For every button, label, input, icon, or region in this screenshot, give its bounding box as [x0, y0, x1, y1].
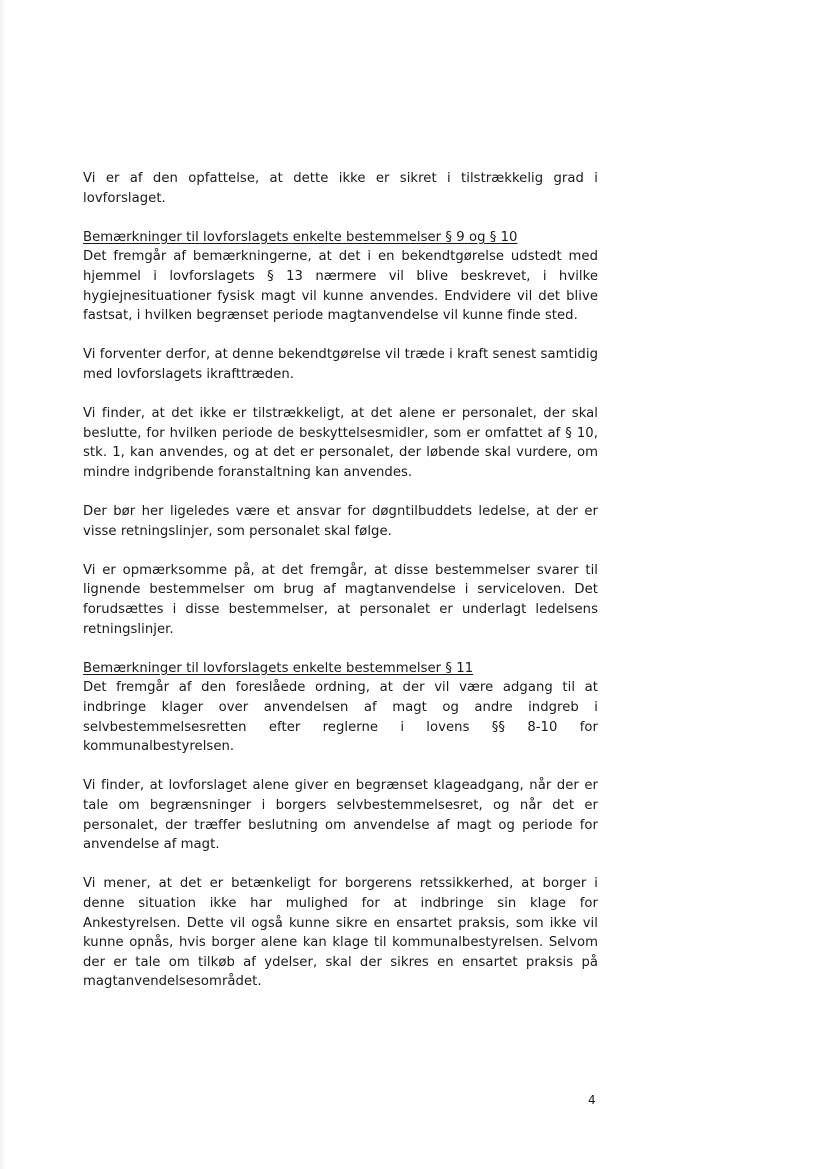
paragraph-spacer	[83, 326, 598, 346]
document-body	[83, 169, 598, 992]
paragraph-retssikkerhed: Vi mener, at det er betænkeligt for borgerens retssikkerhed, at borger i denne situation ikke har mulighed for at indbringe sin klage for Ankestyrelsen. Dette vil også kunne sikre en ensartet praksis, som ikke vil kunne opnås, hvis borger alene kan klage til kommunalbestyrelsen. Selvom der er tale om tilkøb af ydelser, skal der sikres en ensartet praksis på magtanvendelsesområdet.	[83, 876, 598, 990]
paragraph-spacer	[83, 541, 598, 561]
paragraph-spacer	[83, 639, 598, 659]
paragraph-serviceloven: Vi er opmærksomme på, at det fremgår, at disse bestemmelser svarer til lignende bestemmelser om brug af magtanvendelse i serviceloven. Det forudsættes i disse bestemmelser, at personalet er underlagt ledelsens retningslinjer.	[83, 562, 598, 637]
page-number: 4	[588, 1093, 596, 1107]
paragraph-opfattelse: Vi er af den opfattelse, at dette ikke er sikret i tilstrækkelig grad i lovforslaget.	[83, 171, 598, 206]
paragraph-spacer	[83, 483, 598, 503]
paragraph-begraenset-klage: Vi finder, at lovforslaget alene giver en begrænset klageadgang, når der er tale om begrænsninger i borgers selvbestemmelsesret, og når det er personalet, der træffer beslutning om anvendelse af magt og periode for anvendelse af magt.	[83, 778, 598, 853]
section-heading-11: Bemærkninger til lovforslagets enkelte bestemmelser § 11	[83, 660, 474, 676]
paragraph-spacer	[83, 208, 598, 228]
paragraph-spacer	[83, 855, 598, 875]
paragraph-spacer	[83, 757, 598, 777]
paragraph-spacer	[83, 385, 598, 405]
paragraph-klageadgang: Det fremgår af den foreslåede ordning, at der vil være adgang til at indbringe klager over anvendelsen af magt og andre indgreb i selvbestemmelsesretten efter reglerne i lovens §§ 8-10 for kommunalbestyrelsen.	[83, 680, 598, 755]
paragraph-forventer: Vi forventer derfor, at denne bekendtgørelse vil træde i kraft senest samtidig med lovforslagets ikrafttræden.	[83, 347, 598, 382]
section-heading-9-10: Bemærkninger til lovforslagets enkelte bestemmelser § 9 og § 10	[83, 229, 518, 245]
paragraph-bemaerkninger: Det fremgår af bemærkningerne, at det i en bekendtgørelse udstedt med hjemmel i lovforslagets § 13 nærmere vil blive beskrevet, i hvilke hygiejnesituationer fysisk magt vil kunne anvendes. Endvidere vil det blive fastsat, i hvilken begrænset periode magtanvendelse vil kunne finde sted.	[83, 249, 598, 324]
scan-edge-shadow	[0, 0, 6, 1169]
paragraph-ledelse: Der bør her ligeledes være et ansvar for døgntilbuddets ledelse, at der er visse retningslinjer, som personalet skal følge.	[83, 504, 598, 539]
paragraph-personalet: Vi finder, at det ikke er tilstrækkeligt, at det alene er personalet, der skal beslutte, for hvilken periode de beskyttelsesmidler, som er omfattet af § 10, stk. 1, kan anvendes, og at det er personalet, der løbende skal vurdere, om mindre indgribende foranstaltning kan anvendes.	[83, 406, 598, 480]
